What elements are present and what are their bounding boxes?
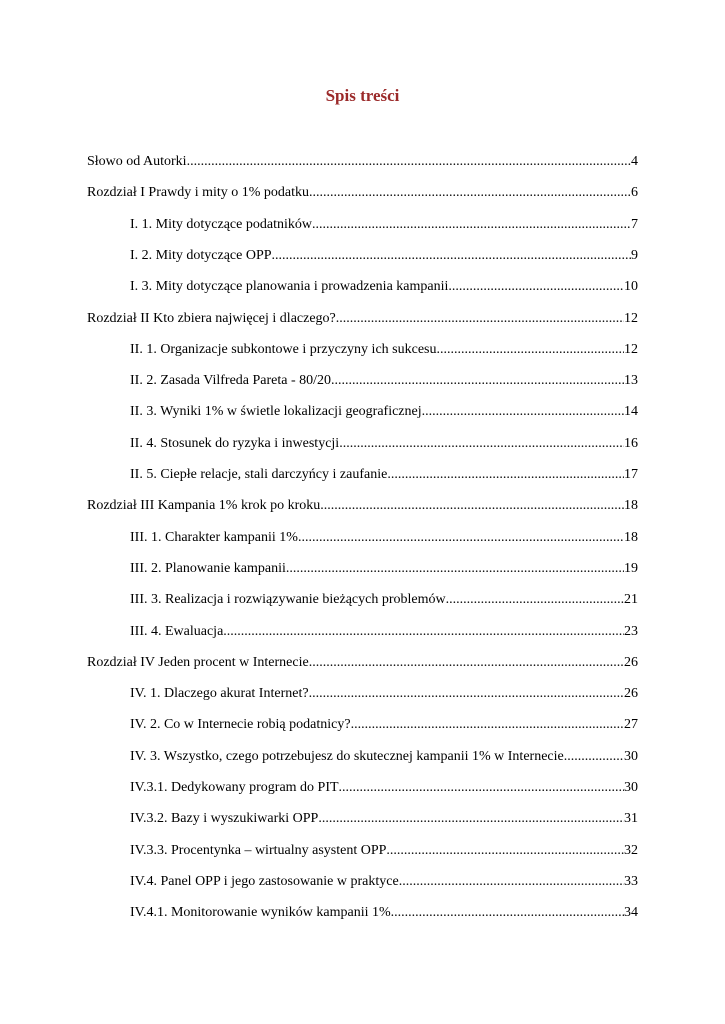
toc-dot-leader: [331, 370, 624, 392]
toc-dot-leader: [223, 621, 624, 643]
toc-entry-page-number: 32: [624, 842, 638, 858]
toc-entry-title: Rozdział II Kto zbiera najwięcej i dlaczego?: [87, 310, 336, 326]
toc-entry-title: III. 3. Realizacja i rozwiązywanie bieżących problemów: [130, 592, 446, 608]
toc-dot-leader: [422, 401, 624, 423]
toc-entry[interactable]: [130, 433, 638, 455]
toc-entry-title: Rozdział IV Jeden procent w Internecie: [87, 654, 309, 670]
toc-entry-page-number: 7: [631, 216, 638, 232]
toc-dot-leader: [318, 808, 624, 830]
toc-entry-page-number: 21: [624, 592, 638, 608]
toc-entry-title: Rozdział III Kampania 1% krok po kroku: [87, 498, 321, 514]
toc-entry[interactable]: [130, 683, 638, 705]
toc-entry[interactable]: [87, 495, 638, 517]
toc-entry-title: II. 1. Organizacje subkontowe i przyczyny ich sukcesu: [130, 341, 437, 357]
toc-entry-page-number: 33: [624, 873, 638, 889]
toc-entry-title: I. 2. Mity dotyczące OPP: [130, 247, 272, 263]
toc-entry-title: IV.4. Panel OPP i jego zastosowanie w praktyce: [130, 873, 399, 889]
toc-entry-page-number: 34: [624, 905, 638, 921]
toc-entry[interactable]: [130, 464, 638, 486]
toc-entry-title: Rozdział I Prawdy i mity o 1% podatku: [87, 185, 310, 201]
toc-entry[interactable]: [87, 182, 638, 204]
toc-entry[interactable]: [130, 871, 638, 893]
toc-entry[interactable]: [130, 714, 638, 736]
toc-entry-title: II. 3. Wyniki 1% w świetle lokalizacji geograficznej: [130, 404, 422, 420]
toc-entry-title: III. 1. Charakter kampanii 1%: [130, 529, 298, 545]
toc-entry-page-number: 27: [624, 717, 638, 733]
toc-dot-leader: [391, 902, 624, 924]
toc-entry-page-number: 30: [624, 780, 638, 795]
toc-entry-page-number: 31: [624, 811, 638, 827]
toc-entry[interactable]: [130, 902, 638, 924]
toc-entry[interactable]: [130, 777, 638, 799]
toc-entry-page-number: 9: [631, 247, 638, 263]
toc-entry-title: II. 2. Zasada Vilfreda Pareta - 80/20: [130, 373, 332, 389]
toc-dot-leader: [339, 777, 624, 799]
toc-dot-leader: [386, 840, 624, 862]
toc-dot-leader: [272, 245, 631, 267]
toc-entry-page-number: 23: [624, 623, 638, 639]
toc-dot-leader: [448, 276, 624, 298]
toc-entry[interactable]: [87, 308, 638, 330]
toc-entry-page-number: 17: [624, 467, 638, 482]
toc-entry-page-number: 6: [631, 185, 638, 201]
toc-dot-leader: [339, 433, 624, 455]
toc-entry[interactable]: [130, 370, 638, 392]
toc-entry-page-number: 19: [624, 560, 638, 576]
toc-entry-page-number: 13: [624, 373, 638, 389]
toc-entry-page-number: 26: [624, 686, 638, 702]
toc-entry[interactable]: [130, 808, 638, 830]
toc-dot-leader: [436, 339, 624, 361]
toc-entry-title: III. 2. Planowanie kampanii: [130, 560, 286, 576]
toc-entry[interactable]: [130, 589, 638, 611]
toc-entry-title: IV. 1. Dlaczego akurat Internet?: [130, 686, 309, 702]
toc-entry[interactable]: [130, 746, 638, 768]
toc-entry-page-number: 12: [624, 310, 638, 326]
toc-entry-title: II. 5. Ciepłe relacje, stali darczyńcy i zaufanie: [130, 467, 388, 482]
toc-entry-title: IV. 3. Wszystko, czego potrzebujesz do skutecznej kampanii 1% w Internecie: [130, 748, 564, 764]
toc-entry[interactable]: [130, 840, 638, 862]
toc-dot-leader: [387, 464, 624, 486]
toc-entry[interactable]: [87, 151, 638, 173]
toc-entry-page-number: 16: [624, 435, 638, 451]
toc-entry[interactable]: [130, 276, 638, 298]
toc-entry-title: IV.3.1. Dedykowany program do PIT: [130, 780, 339, 795]
toc-dot-leader: [309, 683, 624, 705]
toc-entry-page-number: 26: [624, 654, 638, 670]
toc-dot-leader: [399, 871, 624, 893]
toc-entry-page-number: 30: [624, 748, 638, 764]
toc-entry-title: IV.3.2. Bazy i wyszukiwarki OPP: [130, 811, 319, 827]
toc-entry[interactable]: [130, 527, 638, 549]
toc-entry-page-number: 18: [624, 529, 638, 545]
toc-dot-leader: [309, 652, 624, 674]
toc-entry-page-number: 10: [624, 279, 638, 295]
toc-entry-page-number: 12: [624, 341, 638, 357]
toc-entry-title: I. 3. Mity dotyczące planowania i prowadzenia kampanii: [130, 279, 449, 295]
toc-entry-page-number: 14: [624, 404, 638, 420]
toc-title: Spis treści: [325, 86, 400, 105]
toc-entry-title: IV. 2. Co w Internecie robią podatnicy?: [130, 717, 351, 733]
toc-dot-leader: [351, 714, 624, 736]
toc-entry[interactable]: [130, 621, 638, 643]
toc-dot-leader: [309, 182, 631, 204]
toc-dot-leader: [286, 558, 624, 580]
toc-entry-title: III. 4. Ewaluacja: [130, 623, 224, 639]
toc-entry-title: II. 4. Stosunek do ryzyka i inwestycji: [130, 435, 340, 451]
toc-entry[interactable]: [87, 652, 638, 674]
toc-entry-title: Słowo od Autorki: [87, 154, 187, 169]
toc-entry[interactable]: [130, 558, 638, 580]
toc-dot-leader: [312, 214, 631, 236]
toc-entry-page-number: 4: [631, 154, 638, 169]
toc-entry[interactable]: [130, 339, 638, 361]
toc-entry[interactable]: [130, 214, 638, 236]
toc-dot-leader: [446, 589, 624, 611]
toc-entry-title: IV.3.3. Procentynka – wirtualny asystent OPP: [130, 842, 387, 858]
toc-dot-leader: [336, 308, 624, 330]
toc-dot-leader: [187, 151, 631, 173]
toc-entry[interactable]: [130, 401, 638, 423]
toc-dot-leader: [320, 495, 624, 517]
toc-dot-leader: [298, 527, 624, 549]
toc-entry-title: I. 1. Mity dotyczące podatników: [130, 216, 312, 232]
toc-entry-title: IV.4.1. Monitorowanie wyników kampanii 1%: [130, 905, 391, 921]
toc-entry-page-number: 18: [624, 498, 638, 514]
toc-dot-leader: [564, 746, 624, 768]
toc-entry[interactable]: [130, 245, 638, 267]
